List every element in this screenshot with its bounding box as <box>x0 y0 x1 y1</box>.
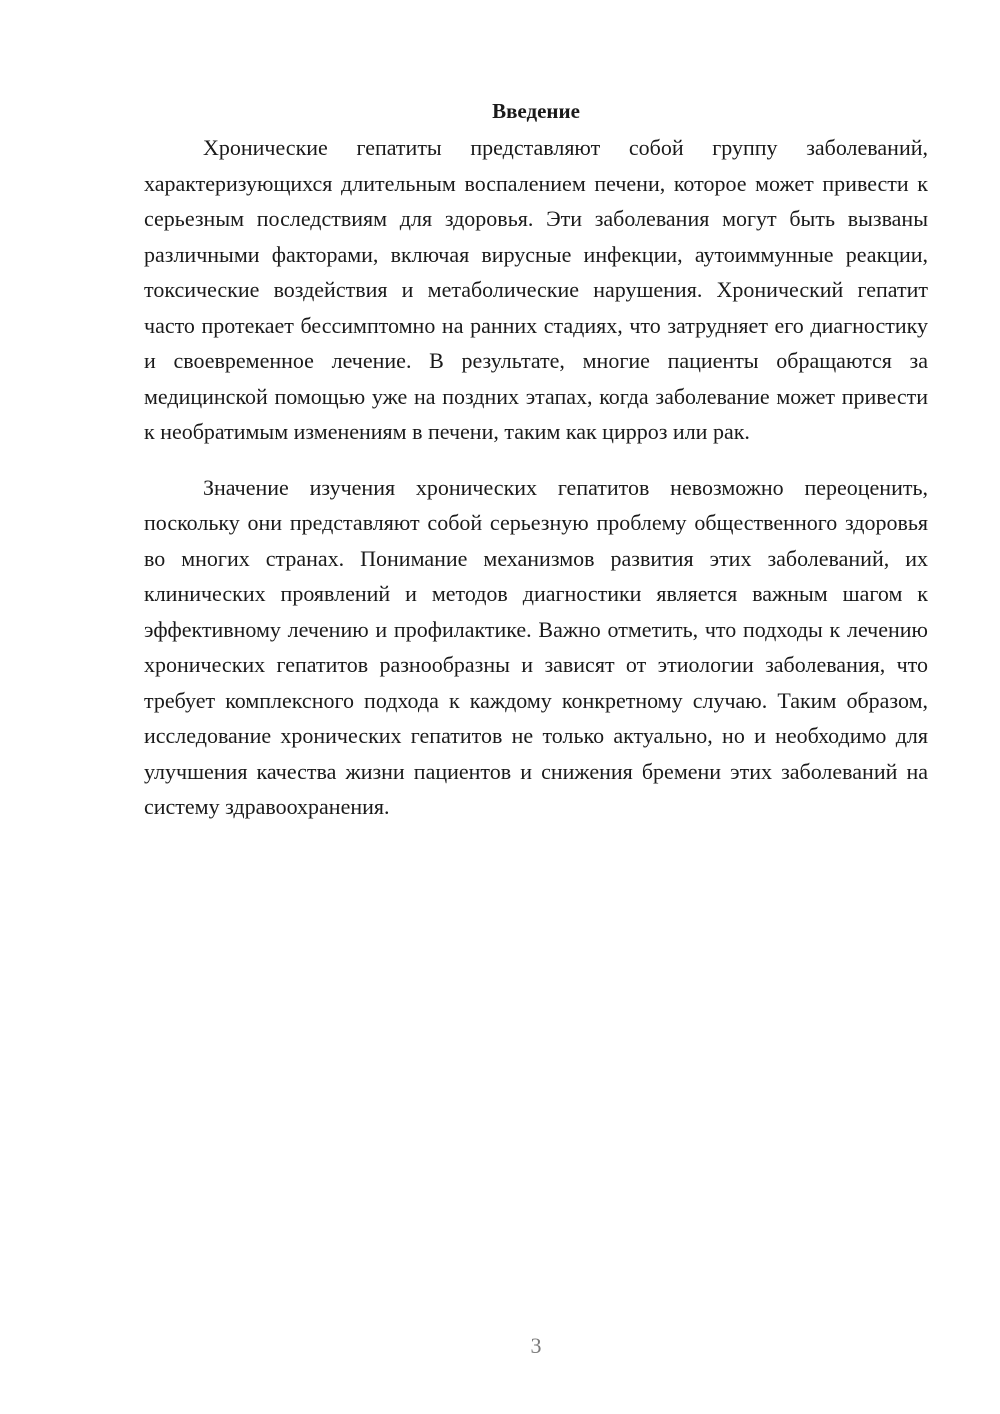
paragraph-significance: Значение изучения хронических гепатитов невозможно переоценить, поскольку они представляют собой серьезную проблему общественного здоровья во многих странах. Понимание механизмов развития этих заболеваний, их клинических проявлений и методов диагностики является важным шагом к эффективному лечению и профилактике. Важно отметить, что подходы к лечению хронических гепатитов разнообразны и зависят от этиологии заболевания, что требует комплексного подхода к каждому конкретному случаю. Таким образом, исследование хронических гепатитов не только актуально, но и необходимо для улучшения качества жизни пациентов и снижения бремени этих заболеваний на систему здравоохранения. <box>144 474 928 819</box>
section-heading: Введение <box>492 99 580 123</box>
paragraph-intro: Хронические гепатиты представляют собой группу заболеваний, характеризующихся длительным воспалением печени, которое может привести к серьезным последствиям для здоровья. Эти заболевания могут быть вызваны различными факторами, включая вирусные инфекции, аутоиммунные реакции, токсические воздействия и метаболические нарушения. Хронический гепатит часто протекает бессимптомно на ранних стадиях, что затрудняет его диагностику и своевременное лечение. В результате, многие пациенты обращаются за медицинской помощью уже на поздних этапах, когда заболевание может привести к необратимым изменениям в печени, таким как цирроз или рак. <box>144 135 928 444</box>
page-content <box>144 96 928 825</box>
page-number: 3 <box>530 1333 542 1358</box>
